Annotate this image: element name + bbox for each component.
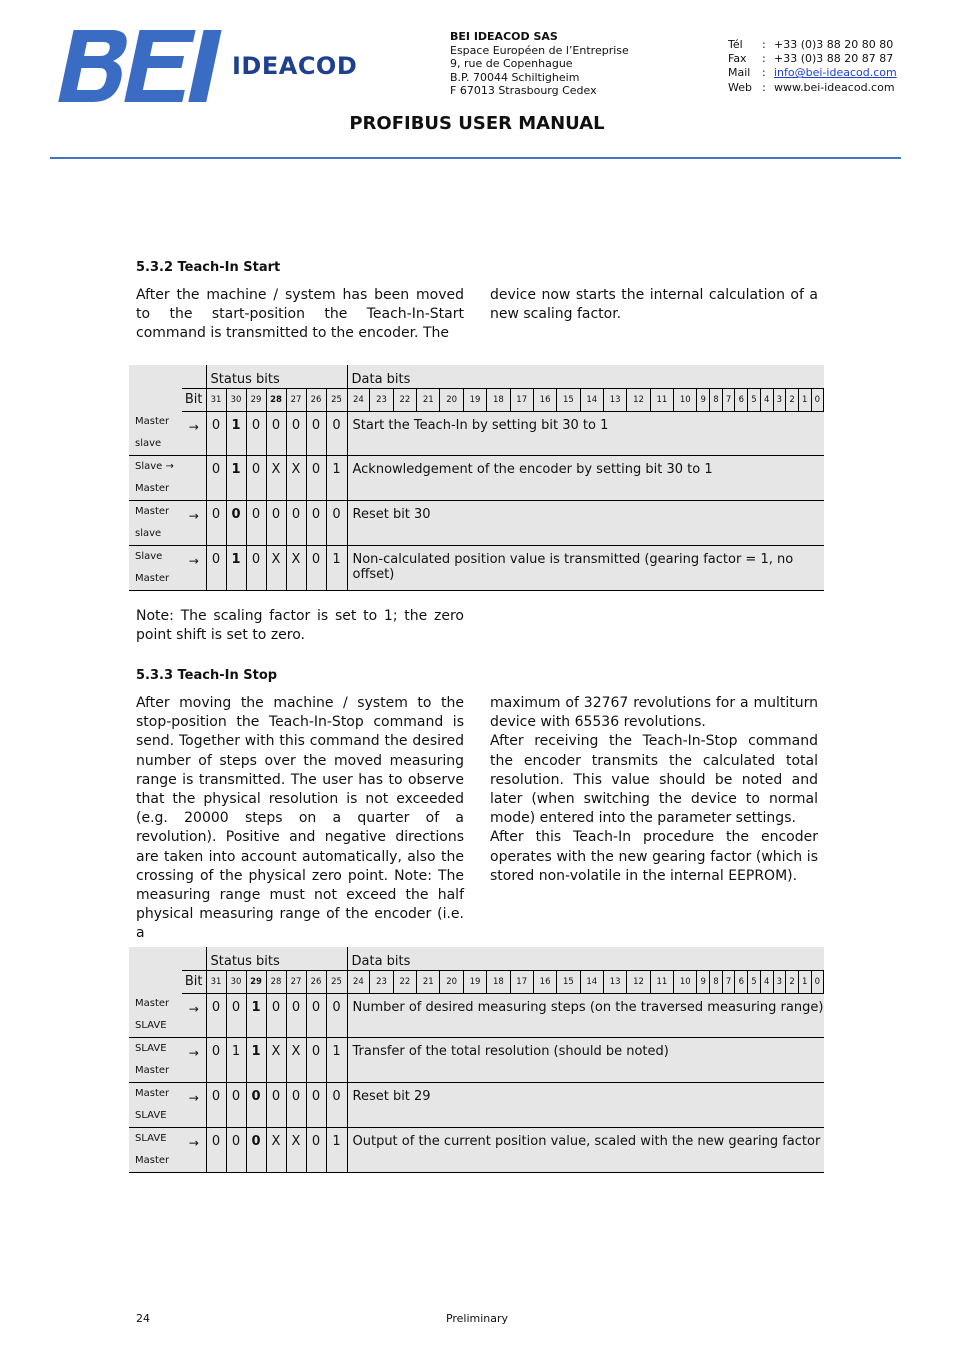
status-bit-value: X (266, 1128, 286, 1173)
direction-label (129, 456, 182, 501)
bit-number: 14 (580, 971, 603, 993)
status-bit-value: 0 (306, 993, 326, 1038)
bit-number: 19 (463, 971, 486, 993)
arrow-icon: → (182, 501, 206, 546)
bit-number: 28 (266, 970, 286, 993)
company-name: BEI IDEACOD SAS (450, 30, 558, 43)
direction-to: Master (135, 573, 170, 584)
direction-from: Master (135, 998, 170, 1009)
address-line: F 67013 Strasbourg Cedex (450, 84, 597, 98)
bit-number: 16 (533, 389, 556, 411)
document-title: PROFIBUS USER MANUAL (349, 113, 605, 134)
status-bit-value: 0 (206, 501, 226, 546)
direction-to: Master (135, 1065, 170, 1076)
table-row (129, 411, 824, 456)
bit-number: 3 (773, 971, 786, 993)
bit-number: 19 (463, 389, 486, 411)
bit-number: 13 (603, 389, 626, 411)
bit-number: 9 (697, 971, 710, 993)
bit-number: 23 (370, 971, 393, 993)
row-description: Acknowledgement of the encoder by setting bit 30 to 1 (347, 456, 824, 501)
contact-sep: : (762, 80, 766, 94)
header-blank (129, 365, 206, 388)
row-description: Number of desired measuring steps (on the traversed measuring range) (347, 993, 824, 1038)
bit-number: 13 (603, 971, 626, 993)
row-description: Output of the current position value, scaled with the new gearing factor (347, 1128, 824, 1173)
bit-number: 7 (722, 389, 735, 411)
status-bit-value: 0 (306, 546, 326, 591)
bit-label: Bit (182, 970, 206, 993)
header-blank (129, 388, 182, 411)
status-bit-value: X (266, 546, 286, 591)
header-blank (129, 970, 182, 993)
table-row (129, 993, 824, 1038)
bit-number: 10 (674, 389, 697, 411)
direction-to: slave (135, 528, 162, 539)
status-bit-value: 0 (206, 546, 226, 591)
status-bit-value: 0 (326, 411, 347, 456)
status-bit-value: 1 (246, 993, 266, 1038)
header-rule (50, 157, 901, 159)
bit-number: 28 (266, 388, 286, 411)
direction-label (129, 1038, 182, 1083)
arrow-icon: → (182, 546, 206, 591)
address-line: 9, rue de Copenhague (450, 57, 573, 71)
status-bit-value: 0 (246, 501, 266, 546)
bit-number: 22 (393, 389, 416, 411)
status-bit-value: 0 (226, 993, 246, 1038)
section2-col1 (136, 694, 464, 944)
bit-number: 24 (348, 971, 370, 993)
bit-number: 20 (440, 389, 463, 411)
page-number: 24 (136, 1312, 150, 1325)
bit-number: 7 (722, 971, 735, 993)
direction-from: SLAVE (135, 1043, 167, 1054)
row-description: Transfer of the total resolution (should be noted) (347, 1038, 824, 1083)
status-bit-value: 1 (226, 411, 246, 456)
status-bit-value: X (286, 1128, 306, 1173)
direction-from: Master (135, 1088, 170, 1099)
status-bit-value: 0 (246, 411, 266, 456)
bei-logo (52, 28, 232, 104)
direction-label (129, 993, 182, 1038)
direction-label (129, 411, 182, 456)
table-row (129, 1128, 824, 1173)
status-bit-value: 0 (286, 993, 306, 1038)
header-blank (129, 947, 206, 970)
bit-number: 18 (487, 971, 510, 993)
status-bit-value: 0 (226, 1083, 246, 1128)
data-bit-numbers (347, 970, 824, 993)
status-bit-value: X (286, 456, 306, 501)
status-bit-value: 0 (206, 456, 226, 501)
status-bit-value: 0 (286, 411, 306, 456)
direction-from: Slave (135, 551, 163, 562)
bit-number: 11 (650, 971, 673, 993)
arrow-icon: → (182, 1083, 206, 1128)
direction-from: Slave → (135, 461, 174, 472)
table-row (129, 1038, 824, 1083)
paragraph: device now starts the internal calculation of a new scaling factor. (490, 287, 818, 323)
bit-number: 8 (710, 389, 723, 411)
bit-number: 17 (510, 389, 533, 411)
bit-number: 25 (326, 388, 347, 411)
bit-number: 24 (348, 389, 370, 411)
status-bit-value: 0 (226, 1128, 246, 1173)
bit-number: 30 (226, 970, 246, 993)
bit-number: 2 (786, 971, 799, 993)
bit-number: 9 (697, 389, 710, 411)
status-bit-value: 1 (326, 1038, 347, 1083)
bit-number: 15 (557, 971, 580, 993)
contact-key: Fax (728, 52, 747, 66)
status-bit-value: 0 (326, 1083, 347, 1128)
data-bit-numbers (347, 388, 824, 411)
bit-number: 10 (674, 971, 697, 993)
status-bit-value: X (266, 1038, 286, 1083)
arrow-icon: → (182, 411, 206, 456)
direction-label (129, 1128, 182, 1173)
status-bit-value: 0 (306, 411, 326, 456)
bit-number: 5 (748, 971, 761, 993)
bit-number: 5 (748, 389, 761, 411)
arrow-icon: → (182, 993, 206, 1038)
bit-number: 6 (735, 389, 748, 411)
section1-note (136, 607, 464, 645)
status-bit-value: 0 (206, 411, 226, 456)
bit-number: 11 (650, 389, 673, 411)
section1-col2 (490, 286, 818, 324)
data-bits-header: Data bits (351, 954, 411, 969)
status-bit-value: 0 (266, 411, 286, 456)
contact-info (728, 38, 897, 95)
row-description: Non-calculated position value is transmitted (gearing factor = 1, no offset) (347, 546, 824, 591)
bit-number: 27 (286, 388, 306, 411)
direction-to: SLAVE (135, 1110, 167, 1121)
status-bit-value: 0 (266, 1083, 286, 1128)
status-bit-value: 0 (266, 993, 286, 1038)
status-bit-value: 0 (326, 501, 347, 546)
fax-value: +33 (0)3 88 20 87 87 (774, 52, 894, 66)
bit-number: 4 (760, 971, 773, 993)
direction-to: Master (135, 483, 170, 494)
status-bit-value: 0 (286, 501, 306, 546)
status-bits-header: Status bits (206, 947, 347, 970)
paragraph: After receiving the Teach-In-Stop command the encoder transmits the calculated total resolution. This value should be noted and later (when switching the device to normal mode) entered into the parameter settings. (490, 733, 818, 827)
status-bit-value: 1 (326, 456, 347, 501)
status-bit-value: X (286, 546, 306, 591)
status-bit-value: 0 (226, 501, 246, 546)
bit-number: 29 (246, 970, 266, 993)
contact-key: Tél (728, 38, 743, 51)
status-bit-value: 0 (306, 456, 326, 501)
arrow-icon: → (182, 1128, 206, 1173)
section2-col2 (490, 694, 818, 886)
bit-number: 4 (760, 389, 773, 411)
bit-number: 26 (306, 388, 326, 411)
contact-key: Web (728, 80, 752, 94)
contact-sep: : (762, 38, 766, 51)
bit-number: 17 (510, 971, 533, 993)
bit-number: 15 (557, 389, 580, 411)
status-bit-value: 1 (226, 456, 246, 501)
direction-label (129, 1083, 182, 1128)
status-bit-value: 0 (306, 1038, 326, 1083)
contact-key: Mail (728, 66, 751, 80)
email-link[interactable]: info@bei-ideacod.com (774, 66, 897, 80)
bit-number: 23 (370, 389, 393, 411)
bit-number: 3 (773, 389, 786, 411)
table-row (129, 456, 824, 501)
paragraph: maximum of 32767 revolutions for a multiturn device with 65536 revolutions. (490, 695, 818, 731)
contact-sep: : (762, 66, 766, 80)
status-bit-value: 1 (226, 546, 246, 591)
teach-in-start-table (129, 365, 824, 591)
status-bit-value: 1 (326, 546, 347, 591)
bit-number: 26 (306, 970, 326, 993)
status-bit-value: 1 (226, 1038, 246, 1083)
row-description: Reset bit 29 (347, 1083, 824, 1128)
address-line: B.P. 70044 Schiltigheim (450, 70, 580, 84)
direction-to: SLAVE (135, 1020, 167, 1031)
status-bit-value: 1 (246, 1038, 266, 1083)
status-bit-value: 0 (306, 501, 326, 546)
bit-number: 8 (710, 971, 723, 993)
bit-number: 21 (417, 971, 440, 993)
status-bit-value: 0 (266, 501, 286, 546)
status-bit-value: 0 (206, 993, 226, 1038)
status-bit-value: 0 (206, 1128, 226, 1173)
status-bit-value: 0 (246, 546, 266, 591)
row-description: Reset bit 30 (347, 501, 824, 546)
status-bit-value: 1 (326, 1128, 347, 1173)
direction-from: Master (135, 506, 170, 517)
document-status: Preliminary (445, 1312, 509, 1325)
table-row (129, 1083, 824, 1128)
bit-number: 12 (627, 389, 650, 411)
status-bit-value: 0 (206, 1083, 226, 1128)
bit-number: 25 (326, 970, 347, 993)
bit-number: 29 (246, 388, 266, 411)
bit-number: 1 (798, 389, 811, 411)
status-bit-value: X (286, 1038, 306, 1083)
data-bits-header: Data bits (351, 372, 411, 387)
row-description: Start the Teach-In by setting bit 30 to 1 (347, 411, 824, 456)
status-bit-value: 0 (286, 1083, 306, 1128)
web-value: www.bei-ideacod.com (774, 80, 895, 94)
company-address (450, 30, 629, 98)
bit-number: 2 (786, 389, 799, 411)
direction-to: slave (135, 438, 162, 449)
ideacod-wordmark: IDEACOD (232, 52, 358, 80)
direction-label (129, 501, 182, 546)
direction-to: Master (135, 1155, 170, 1166)
direction-from: Master (135, 416, 170, 427)
bit-number: 18 (487, 389, 510, 411)
bit-number: 16 (533, 971, 556, 993)
bit-number: 21 (417, 389, 440, 411)
teach-in-stop-table (129, 947, 824, 1173)
bit-number: 1 (798, 971, 811, 993)
address-line: Espace Européen de l’Entreprise (450, 43, 629, 57)
section1-col1 (136, 286, 464, 344)
status-bit-value: 0 (306, 1128, 326, 1173)
bit-number: 0 (811, 971, 823, 993)
note-text: Note: The scaling factor is set to 1; the zero point shift is set to zero. (136, 608, 464, 644)
status-bit-value: 0 (206, 1038, 226, 1083)
paragraph: After the machine / system has been moved to the start-position the Teach-In-Start command is transmitted to the encoder. The (136, 287, 464, 342)
bit-number: 30 (226, 388, 246, 411)
bit-number: 6 (735, 971, 748, 993)
status-bit-value: 0 (246, 1083, 266, 1128)
status-bit-value: 0 (326, 993, 347, 1038)
direction-from: SLAVE (135, 1133, 167, 1144)
paragraph: After moving the machine / system to the stop-position the Teach-In-Stop command is send. Together with this command the desired number of steps over the moved measuring range is transmitted. The user has to observe that the physical resolution is not exceeded (e.g. 20000 steps on a quarter of a revolution). Positive and negative directions are taken into account automatically, also the crossing of the physical zero point. Note: The measuring range must not exceed the half physical measuring range of the encoder (i.e. a (136, 695, 464, 942)
status-bits-header: Status bits (206, 365, 347, 388)
bit-number: 31 (206, 970, 226, 993)
section-heading-teach-in-stop: 5.3.3 Teach-In Stop (136, 668, 278, 683)
bit-number: 12 (627, 971, 650, 993)
bit-number: 0 (811, 389, 823, 411)
status-bit-value: 0 (306, 1083, 326, 1128)
status-bit-value: 0 (246, 456, 266, 501)
phone-value: +33 (0)3 88 20 80 80 (774, 38, 894, 51)
paragraph: After this Teach-In procedure the encoder operates with the new gearing factor (which is stored non-volatile in the internal EEPROM). (490, 829, 818, 884)
bit-number: 14 (580, 389, 603, 411)
status-bit-value: 0 (246, 1128, 266, 1173)
table-row (129, 501, 824, 546)
bit-number: 22 (393, 971, 416, 993)
arrow-icon (182, 456, 206, 501)
table-row (129, 546, 824, 591)
bit-number: 20 (440, 971, 463, 993)
bit-number: 27 (286, 970, 306, 993)
bit-label: Bit (182, 388, 206, 411)
arrow-icon: → (182, 1038, 206, 1083)
section-heading-teach-in-start: 5.3.2 Teach-In Start (136, 260, 281, 275)
contact-sep: : (762, 52, 766, 66)
bit-number: 31 (206, 388, 226, 411)
direction-label (129, 546, 182, 591)
status-bit-value: X (266, 456, 286, 501)
